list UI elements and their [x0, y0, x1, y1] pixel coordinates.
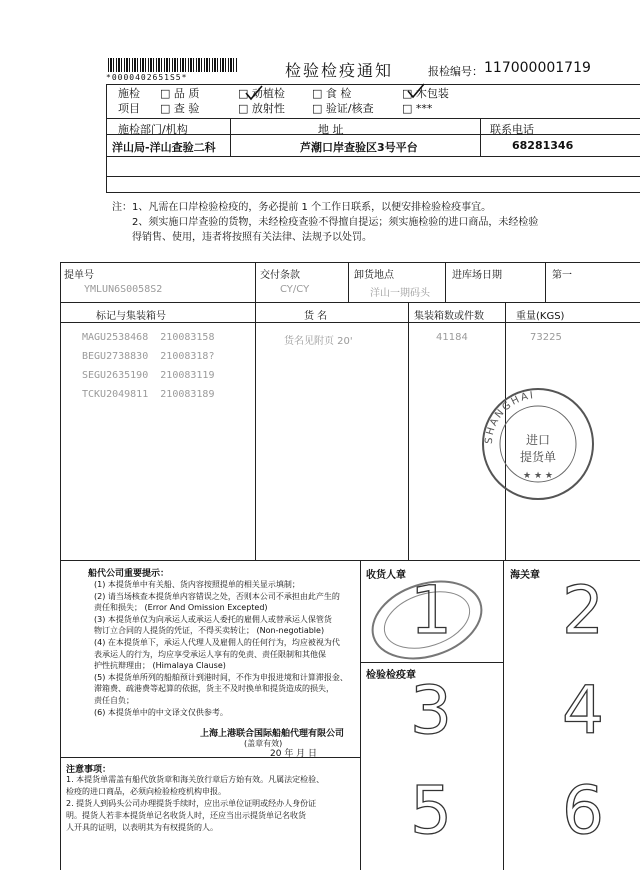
packages-header: 集装箱数或件数: [414, 311, 484, 322]
barcode-text: *0000402651S5*: [106, 73, 188, 82]
check-mark-icon: [244, 84, 264, 102]
note-label: 注：: [112, 202, 132, 213]
delivery-terms-value: CY/CY: [280, 284, 310, 295]
attention-line: 1. 本提货单需盖有船代放货章和海关放行章后方始有效。凡属法定检验、: [66, 775, 325, 784]
svg-text:★ ★ ★: ★ ★ ★: [523, 471, 553, 481]
container-row: BEGU2738830 21008318?: [82, 351, 215, 362]
bl-number-value: YMLUN6S0058S2: [84, 284, 163, 295]
clause-line: (2) 请当场核查本提货单内容错误之处，否则本公司不承担由此产生的: [94, 591, 340, 601]
clause-line: (1) 本提货单中有关船、货内容按照提单的相关显示填制；: [94, 580, 300, 589]
note-2b: 得销售、使用，违者将按照有关法律、法规予以处罚。: [132, 232, 372, 243]
attention-title: 注意事项：: [66, 765, 112, 775]
attention-line: 人开具的证明，以表明其为有权提货的人。: [66, 823, 218, 832]
weight-header: 重量(KGS): [516, 311, 565, 322]
ciq-stamp-label: 检验检疫章: [366, 670, 416, 681]
inspect-wood-packing: □ 木包装: [402, 87, 449, 100]
addr-header: 地 址: [318, 123, 344, 136]
inspect-food: □ 食 检: [312, 87, 352, 100]
stamp-number-5: 5: [410, 772, 452, 849]
inspect-label-1: 施检: [118, 87, 140, 100]
agent-company: 上海上港联合国际船舶代理有限公司: [200, 729, 345, 739]
dept-value: 洋山局-洋山查验二科: [112, 141, 216, 154]
inspect-check: □ 查 验: [160, 102, 200, 115]
stamp-number-2: 2: [562, 572, 604, 649]
clauses-list: [94, 579, 358, 718]
notice-number: 117000001719: [484, 60, 591, 76]
attention-line: 明。提货人若非本提货单记名收货人时，还应当出示提货单记名收货: [66, 811, 306, 820]
date-line: 20 年 月 日: [270, 749, 318, 759]
stamp-number-6: 6: [562, 772, 604, 849]
discharge-place-value: 洋山一期码头: [370, 288, 430, 299]
clauses-title: 船代公司重要提示：: [88, 569, 170, 579]
attention-line: 2. 提货人到码头公司办理提货手续时，应出示单位证明或经办人身份证: [66, 799, 317, 808]
stamp-number-1: 1: [410, 572, 452, 649]
clause-line: 护性抗辩理由； (Himalaya Clause): [94, 661, 226, 671]
delivery-stamp: [478, 384, 598, 504]
check-mark-icon: [406, 82, 426, 100]
inspect-verify: □ 验证/核查: [312, 102, 374, 115]
attention-list: [66, 774, 358, 834]
phone-header: 联系电话: [490, 123, 534, 136]
stamp-number-4: 4: [562, 672, 604, 749]
receiver-stamp-label: 收货人章: [366, 570, 406, 581]
goods-value: 货名见附页 20': [284, 336, 353, 347]
stamp-number-3: 3: [410, 672, 452, 749]
customs-stamp-label: 海关章: [510, 570, 540, 581]
phone-value: 68281346: [512, 139, 574, 152]
clause-line: (4) 在本提货单下，承运人代理人及雇佣人的任何行为，均应被视为代: [94, 637, 340, 647]
inspect-radioactive: □ 放射性: [238, 102, 285, 115]
clause-line: 滞箱费、疏港费等起算的依据，货主不及时换单和提货造成的损失，: [94, 684, 334, 694]
clause-line: (3) 本提货单仅为向承运人或承运人委托的雇佣人或替承运人保管货: [94, 614, 332, 624]
weight-value: 73225: [530, 332, 562, 343]
first-label: 第一: [552, 270, 572, 281]
marks-header: 标记与集装箱号: [96, 311, 166, 322]
note-1: 1、凡需在口岸检验检疫的，务必提前 1 个工作日联系，以便安排检验检疫事宜。: [132, 202, 492, 213]
notice-title: 检验检疫通知: [285, 61, 394, 80]
addr-value: 芦潮口岸查验区3号平台: [300, 141, 418, 154]
svg-text:SHANGHAI: SHANGHAI: [483, 390, 536, 445]
yard-date-label: 进库场日期: [452, 270, 502, 281]
packages-value: 41184: [436, 332, 468, 343]
inspect-stars: □ ***: [402, 102, 433, 115]
inspect-label-2: 项目: [118, 102, 140, 115]
inspect-quality: □ 品 质: [160, 87, 200, 100]
container-row: TCKU2049811 210083189: [82, 389, 215, 400]
clause-line: 责任自负；: [94, 695, 134, 705]
attention-line: 检疫的进口商品，必须向检验检疫机构申报。: [66, 787, 226, 796]
bl-number-label: 提单号: [64, 270, 94, 281]
container-row: MAGU2538468 210083158: [82, 332, 215, 343]
seal-note: (盖章有效): [244, 739, 283, 748]
clause-line: 责任和损失； (Error And Omission Excepted): [94, 603, 268, 613]
clause-line: (6) 本提货单中的中文译文仅供参考。: [94, 707, 228, 717]
clause-line: (5) 本提货单所列的船舶预计到港时间，不作为申报进境和计算滞报金、: [94, 672, 348, 682]
goods-header: 货 名: [304, 311, 328, 322]
dept-header: 施检部门/机构: [118, 123, 188, 136]
barcode: [108, 58, 238, 72]
clause-line: 表承运人的行为，均应享受承运人享有的免责、责任限制和其他保: [94, 649, 326, 659]
discharge-place-label: 卸货地点: [354, 270, 394, 281]
clause-line: 物订立合同的人提货的凭证，不得买卖转让； (Non-negotiable): [94, 626, 325, 636]
container-row: SEGU2635190 210083119: [82, 370, 215, 381]
svg-text:进口: 进口: [525, 433, 551, 447]
delivery-terms-label: 交付条款: [260, 270, 300, 281]
note-2a: 2、须实施口岸查验的货物，未经检疫查验不得擅自提运；须实施检验的进口商品，未经检验: [132, 217, 539, 228]
inspect-plant-animal: □ 动植检: [238, 87, 285, 100]
svg-text:提货单: 提货单: [519, 450, 557, 464]
notice-number-label: 报检编号：: [428, 65, 483, 78]
